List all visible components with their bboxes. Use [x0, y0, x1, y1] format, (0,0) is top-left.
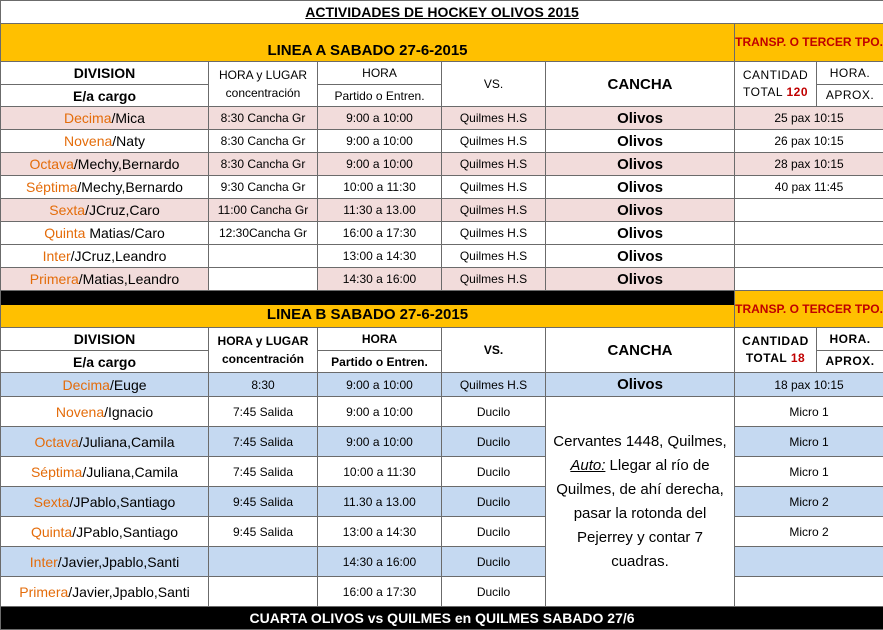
encargo-header: E/a cargo	[1, 85, 209, 107]
encargo-header: E/a cargo	[1, 351, 209, 373]
table-row: Octava/Juliana,Camila 7:45 Salida 9:00 a 10:00 Ducilo Micro 1	[1, 427, 883, 457]
hora-aprox-header-1: HORA.	[817, 328, 883, 351]
cancha-header: CANCHA	[546, 328, 735, 373]
table-row: Quinta/JPablo,Santiago 9:45 Salida 13:00 a 14:30 Ducilo Micro 2	[1, 517, 883, 547]
table-row: Sexta/JPablo,Santiago 9:45 Salida 11.30 a 13.00 Ducilo Micro 2	[1, 487, 883, 517]
table-row: Octava/Mechy,Bernardo 8:30 Cancha Gr 9:00 a 10:00 Quilmes H.S Olivos 28 pax 10:15	[1, 153, 883, 176]
table-row: Séptima/Juliana,Camila 7:45 Salida 10:00 a 11:30 Ducilo Micro 1	[1, 457, 883, 487]
table-row: Inter/JCruz,Leandro 13:00 a 14:30 Quilmes H.S Olivos	[1, 245, 883, 268]
linea-b-transp-heading: TRANSP. O TERCER TPO.	[735, 291, 883, 328]
division-header: DIVISION	[1, 62, 209, 85]
table-row: Quinta Matias/Caro 12:30Cancha Gr 16:00 a 17:30 Quilmes H.S Olivos	[1, 222, 883, 245]
vs-header: VS.	[442, 62, 546, 107]
table-row: Decima/Mica 8:30 Cancha Gr 9:00 a 10:00 Quilmes H.S Olivos 25 pax 10:15	[1, 107, 883, 130]
division-header: DIVISION	[1, 328, 209, 351]
page-title: ACTIVIDADES DE HOCKEY OLIVOS 2015	[1, 1, 883, 24]
cantidad-header: CANTIDAD TOTAL 120	[735, 62, 817, 107]
table-row: Inter/Javier,Jpablo,Santi 14:30 a 16:00 Ducilo	[1, 547, 883, 577]
table-row: Sexta/JCruz,Caro 11:00 Cancha Gr 11:30 a 13.00 Quilmes H.S Olivos	[1, 199, 883, 222]
hora-header: HORA	[318, 328, 442, 351]
table-row: Primera/Matias,Leandro 14:30 a 16:00 Quilmes H.S Olivos	[1, 268, 883, 291]
linea-b-heading: LINEA B SABADO 27-6-2015	[1, 305, 734, 327]
hora-header: HORA	[318, 62, 442, 85]
cancha-header: CANCHA	[546, 62, 735, 107]
total-count: 18	[790, 351, 806, 365]
table-row: Primera/Javier,Jpablo,Santi 16:00 a 17:30 Ducilo	[1, 577, 883, 607]
cantidad-header: CANTIDAD TOTAL 18	[735, 328, 817, 373]
linea-a-transp-heading: TRANSP. O TERCER TPO.	[735, 24, 883, 62]
total-count: 120	[786, 85, 808, 99]
hora-aprox-header-1: HORA.	[817, 62, 883, 85]
table-row: Séptima/Mechy,Bernardo 9:30 Cancha Gr 10:00 a 11:30 Quilmes H.S Olivos 40 pax 11:45	[1, 176, 883, 199]
hora-aprox-header-2: APROX.	[817, 85, 883, 107]
hora-aprox-header-2: APROX.	[817, 351, 883, 373]
directions-note: Cervantes 1448, Quilmes, Auto: Llegar al río de Quilmes, de ahí derecha, pasar la rotonda del Pejerrey y contar 7 cuadras.	[546, 397, 735, 607]
footer-banner: CUARTA OLIVOS vs QUILMES en QUILMES SABADO 27/6	[1, 607, 883, 630]
hora-lugar-header: HORA y LUGAR concentración	[209, 62, 318, 107]
vs-header: VS.	[442, 328, 546, 373]
partido-header: Partido o Entren.	[318, 351, 442, 373]
hora-lugar-header: HORA y LUGAR concentración	[209, 328, 318, 373]
table-row: Novena/Ignacio 7:45 Salida 9:00 a 10:00 Ducilo Cervantes 1448, Quilmes, Auto: Llegar al río de Quilmes, de ahí derecha, pasar la rotonda del Pejerrey y contar 7 cuadras. Micro 1	[1, 397, 883, 427]
linea-a-heading: LINEA A SABADO 27-6-2015	[1, 24, 735, 62]
partido-header: Partido o Entren.	[318, 85, 442, 107]
table-row: Novena/Naty 8:30 Cancha Gr 9:00 a 10:00 Quilmes H.S Olivos 26 pax 10:15	[1, 130, 883, 153]
table-row: Decima/Euge 8:30 9:00 a 10:00 Quilmes H.S Olivos 18 pax 10:15	[1, 373, 883, 397]
